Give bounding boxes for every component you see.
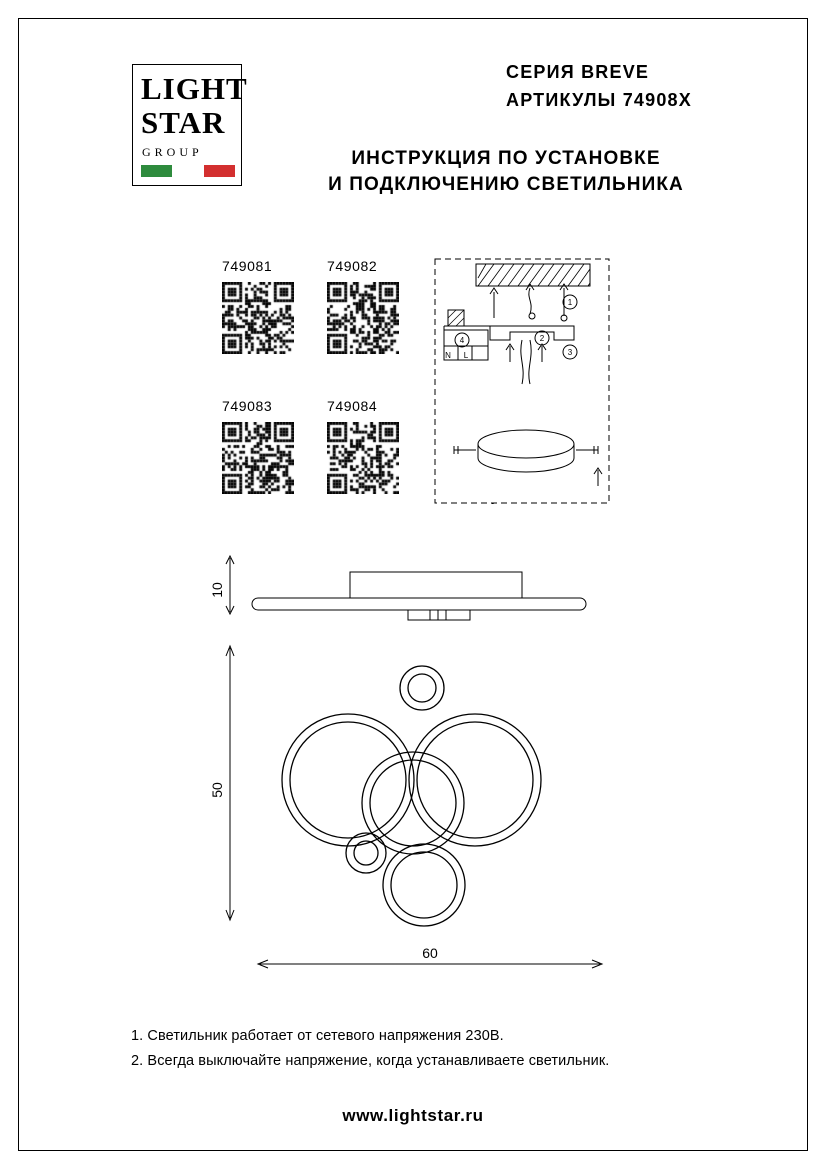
front-view-drawing: [200, 640, 630, 990]
callout-1: 1: [567, 298, 573, 307]
qr-code-icon: [222, 422, 294, 494]
notes-list: [131, 1024, 711, 1074]
document-title-line2: И ПОДКЛЮЧЕНИЮ СВЕТИЛЬНИКА: [328, 174, 684, 195]
qr-code-icon: [222, 282, 294, 354]
side-view-drawing: [200, 548, 620, 648]
article-numbers: АРТИКУЛЫ 74908X: [506, 90, 692, 110]
dimension-diameter-label: 50: [209, 782, 225, 798]
terminal-l: L: [463, 351, 469, 360]
series-title: СЕРИЯ BREVE: [506, 62, 650, 82]
qr-item-0: [222, 258, 294, 354]
qr-label: 749084: [327, 398, 378, 414]
qr-code-icon: [327, 422, 399, 494]
callout-4: 4: [459, 336, 465, 345]
qr-label: 749082: [327, 258, 378, 274]
installation-diagram: [434, 258, 610, 504]
note-item: 2. Всегда выключайте напряжение, когда устанавливаете светильник.: [131, 1053, 610, 1069]
qr-item-2: [222, 398, 294, 494]
logo-text-group: GROUP: [142, 145, 203, 159]
callout-3: 3: [567, 348, 573, 357]
qr-label: 749081: [222, 258, 273, 274]
note-item: 1. Светильник работает от сетевого напряжения 230В.: [131, 1028, 504, 1044]
footer-website: www.lightstar.ru: [342, 1106, 484, 1125]
dimension-width-label: 60: [422, 945, 438, 961]
terminal-n: N: [445, 351, 451, 360]
logo-text-star: STAR: [141, 105, 226, 140]
dimension-height-label: 10: [209, 582, 225, 598]
qr-code-icon: [327, 282, 399, 354]
callout-2: 2: [539, 334, 545, 343]
qr-item-1: [327, 258, 399, 354]
qr-label: 749083: [222, 398, 273, 414]
document-title-line1: ИНСТРУКЦИЯ ПО УСТАНОВКЕ: [351, 148, 661, 169]
logo-text-light: LIGHT: [141, 71, 248, 106]
qr-item-3: [327, 398, 399, 494]
